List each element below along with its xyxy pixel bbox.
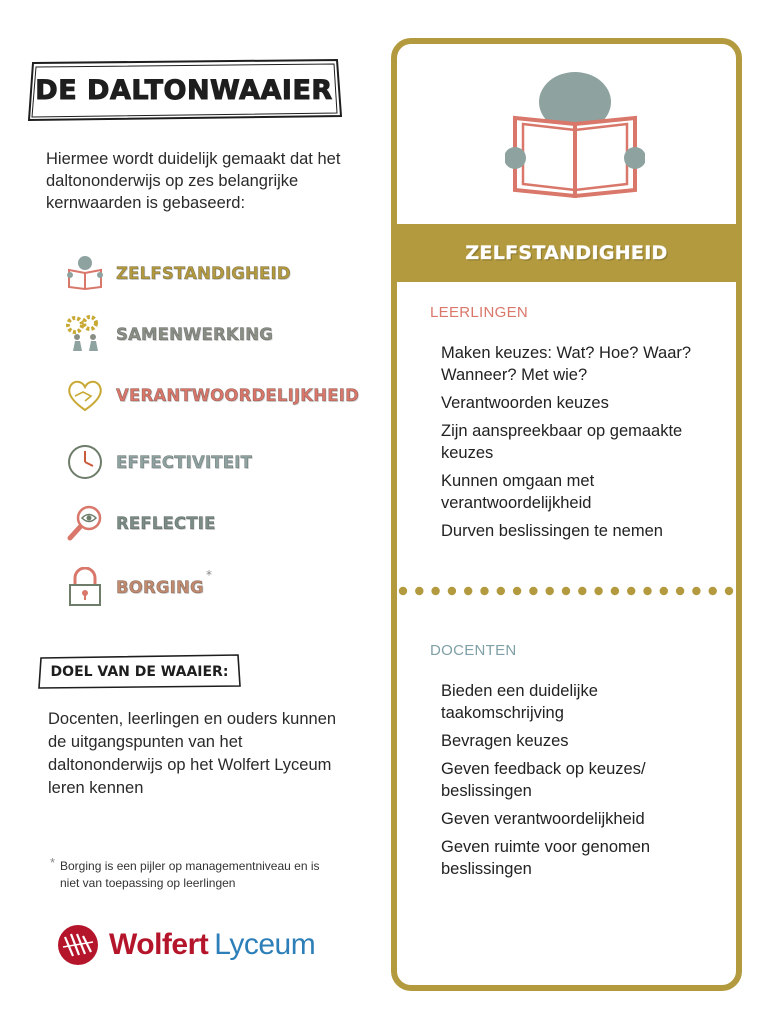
value-row-samenwerking [64,314,273,354]
wolfert-lyceum-logo [55,920,315,970]
docenten-list [441,680,721,886]
divider-dot [562,587,570,595]
logo-word-wolfert: Wolfert [109,928,209,961]
value-row-verantwoordelijkheid [64,375,359,415]
list-item: Bieden een duidelijke taakomschrijving [441,682,598,722]
list-item: Zijn aanspreekbaar op gemaakte keuzes [441,422,683,462]
list-item: Kunnen omgaan met verantwoordelijkheid [441,472,595,512]
divider-dot [692,587,700,595]
footnote [50,855,340,892]
value-label-effectiviteit: EFFECTIVITEIT [116,452,253,472]
divider-dot [431,587,439,595]
section-title-leerlingen: LEERLINGEN [430,304,529,321]
divider-dot [529,587,537,595]
value-label-verantwoordelijkheid: VERANTWOORDELIJKHEID [116,385,360,405]
value-label-borging: BORGING [116,577,204,597]
logo-word-lyceum: Lyceum [214,928,316,961]
page-title: DE DALTONWAAIER [35,74,333,106]
divider-dot [497,587,505,595]
divider-dot [627,587,635,595]
value-row-borging [64,567,204,607]
value-label-samenwerking: SAMENWERKING [116,324,274,344]
divider-dot [660,587,668,595]
list-item: Maken keuzes: Wat? Hoe? Waar? Wanneer? Met wie? [441,344,692,384]
dotted-divider [397,584,736,598]
leerlingen-list [441,342,721,548]
goal-banner [37,654,242,690]
section-title-docenten: DOCENTEN [430,642,517,659]
divider-dot [546,587,554,595]
heart-handshake-icon [64,375,106,415]
magnifier-eye-icon [64,503,106,543]
list-item: Bevragen keuzes [441,732,569,750]
list-item: Geven feedback op keuzes/ beslissingen [441,760,646,800]
intro-text: Hiermee wordt duidelijk gemaakt dat het daltononderwijs op zes belangrijke kernwaarden is gebaseerd: [46,150,341,212]
list-item: Verantwoorden keuzes [441,394,609,412]
divider-dot [513,587,521,595]
footnote-text: Borging is een pijler op managementniveau en is niet van toepassing op leerlingen [60,859,320,890]
card-heading-band [397,224,736,282]
divider-dot [643,587,651,595]
reading-person-icon [64,253,106,293]
logo-mark-icon [55,922,101,968]
divider-dot [594,587,602,595]
divider-dot [578,587,586,595]
borging-asterisk: * [206,568,212,582]
divider-dot [415,587,423,595]
card-heading: ZELFSTANDIGHEID [465,242,668,264]
goal-description: Docenten, leerlingen en ouders kunnen de uitgangspunten van het daltononderwijs op het Wolfert Lyceum leren kennen [48,710,337,797]
gears-people-icon [64,314,106,354]
list-item: Durven beslissingen te nemen [441,522,663,540]
list-item: Geven verantwoordelijkheid [441,810,645,828]
value-row-effectiviteit [64,442,252,482]
divider-dot [709,587,717,595]
value-row-reflectie [64,503,216,543]
clock-icon [64,442,106,482]
value-label-reflectie: REFLECTIE [116,513,216,533]
goal-title: DOEL VAN DE WAAIER: [50,664,229,680]
reading-person-icon [505,72,645,204]
divider-dot [611,587,619,595]
padlock-icon [64,567,106,607]
divider-dot [399,587,407,595]
divider-dot [480,587,488,595]
divider-dot [464,587,472,595]
footnote-marker: * [50,855,56,870]
divider-dot [676,587,684,595]
divider-dot [725,587,733,595]
value-row-zelfstandigheid [64,253,291,293]
list-item: Geven ruimte voor genomen beslissingen [441,838,651,878]
value-card [391,38,742,991]
title-banner [25,58,343,122]
divider-dot [448,587,456,595]
value-label-zelfstandigheid: ZELFSTANDIGHEID [116,263,291,283]
